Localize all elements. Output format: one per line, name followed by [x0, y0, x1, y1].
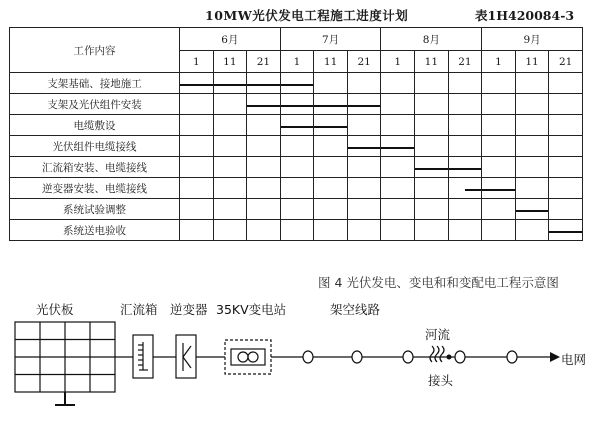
task-header: 工作内容	[10, 28, 180, 73]
task-label: 支架基础、接地施工	[10, 73, 180, 94]
day-header: 1	[180, 51, 214, 73]
combiner-box-icon	[133, 335, 153, 378]
month-header: 9月	[482, 28, 583, 51]
task-label: 光伏组件电缆接线	[10, 136, 180, 157]
task-label: 逆变器安装、电缆接线	[10, 178, 180, 199]
table-number: 表1H420084-3	[475, 8, 575, 23]
task-label: 系统送电验收	[10, 220, 180, 241]
task-label: 汇流箱安装、电缆接线	[10, 157, 180, 178]
joint-label: 接头	[428, 373, 454, 388]
day-header: 21	[247, 51, 281, 73]
pv-array-icon	[15, 322, 115, 405]
overhead-line-label: 架空线路	[330, 302, 381, 317]
day-header: 11	[515, 51, 549, 73]
schedule-title: 10MW光伏发电工程施工进度计划	[205, 8, 409, 23]
day-header: 21	[549, 51, 583, 73]
river-label: 河流	[425, 327, 451, 342]
day-header: 1	[381, 51, 415, 73]
joint-icon	[447, 355, 452, 360]
river-crossing-icon	[430, 346, 444, 362]
figure-caption: 图 4 光伏发电、变电和和变配电工程示意图	[318, 275, 559, 290]
month-header: 6月	[180, 28, 281, 51]
day-header: 21	[448, 51, 482, 73]
month-header: 7月	[280, 28, 381, 51]
day-header: 11	[314, 51, 348, 73]
task-label: 系统试验调整	[10, 199, 180, 220]
day-header: 1	[280, 51, 314, 73]
substation-icon	[225, 340, 271, 374]
day-header: 21	[347, 51, 381, 73]
grid-label: 电网	[561, 352, 587, 367]
task-label: 支架及光伏组件安装	[10, 94, 180, 115]
combiner-box-label: 汇流箱	[120, 302, 158, 317]
substation-label: 35KV变电站	[216, 302, 287, 317]
day-header: 1	[482, 51, 516, 73]
inverter-label: 逆变器	[170, 302, 208, 317]
month-header: 8月	[381, 28, 482, 51]
task-label: 电缆敷设	[10, 115, 180, 136]
day-header: 11	[213, 51, 247, 73]
arrow-icon	[550, 352, 560, 362]
day-header: 11	[415, 51, 449, 73]
pv-panel-label: 光伏板	[36, 302, 74, 317]
inverter-icon	[176, 335, 196, 378]
